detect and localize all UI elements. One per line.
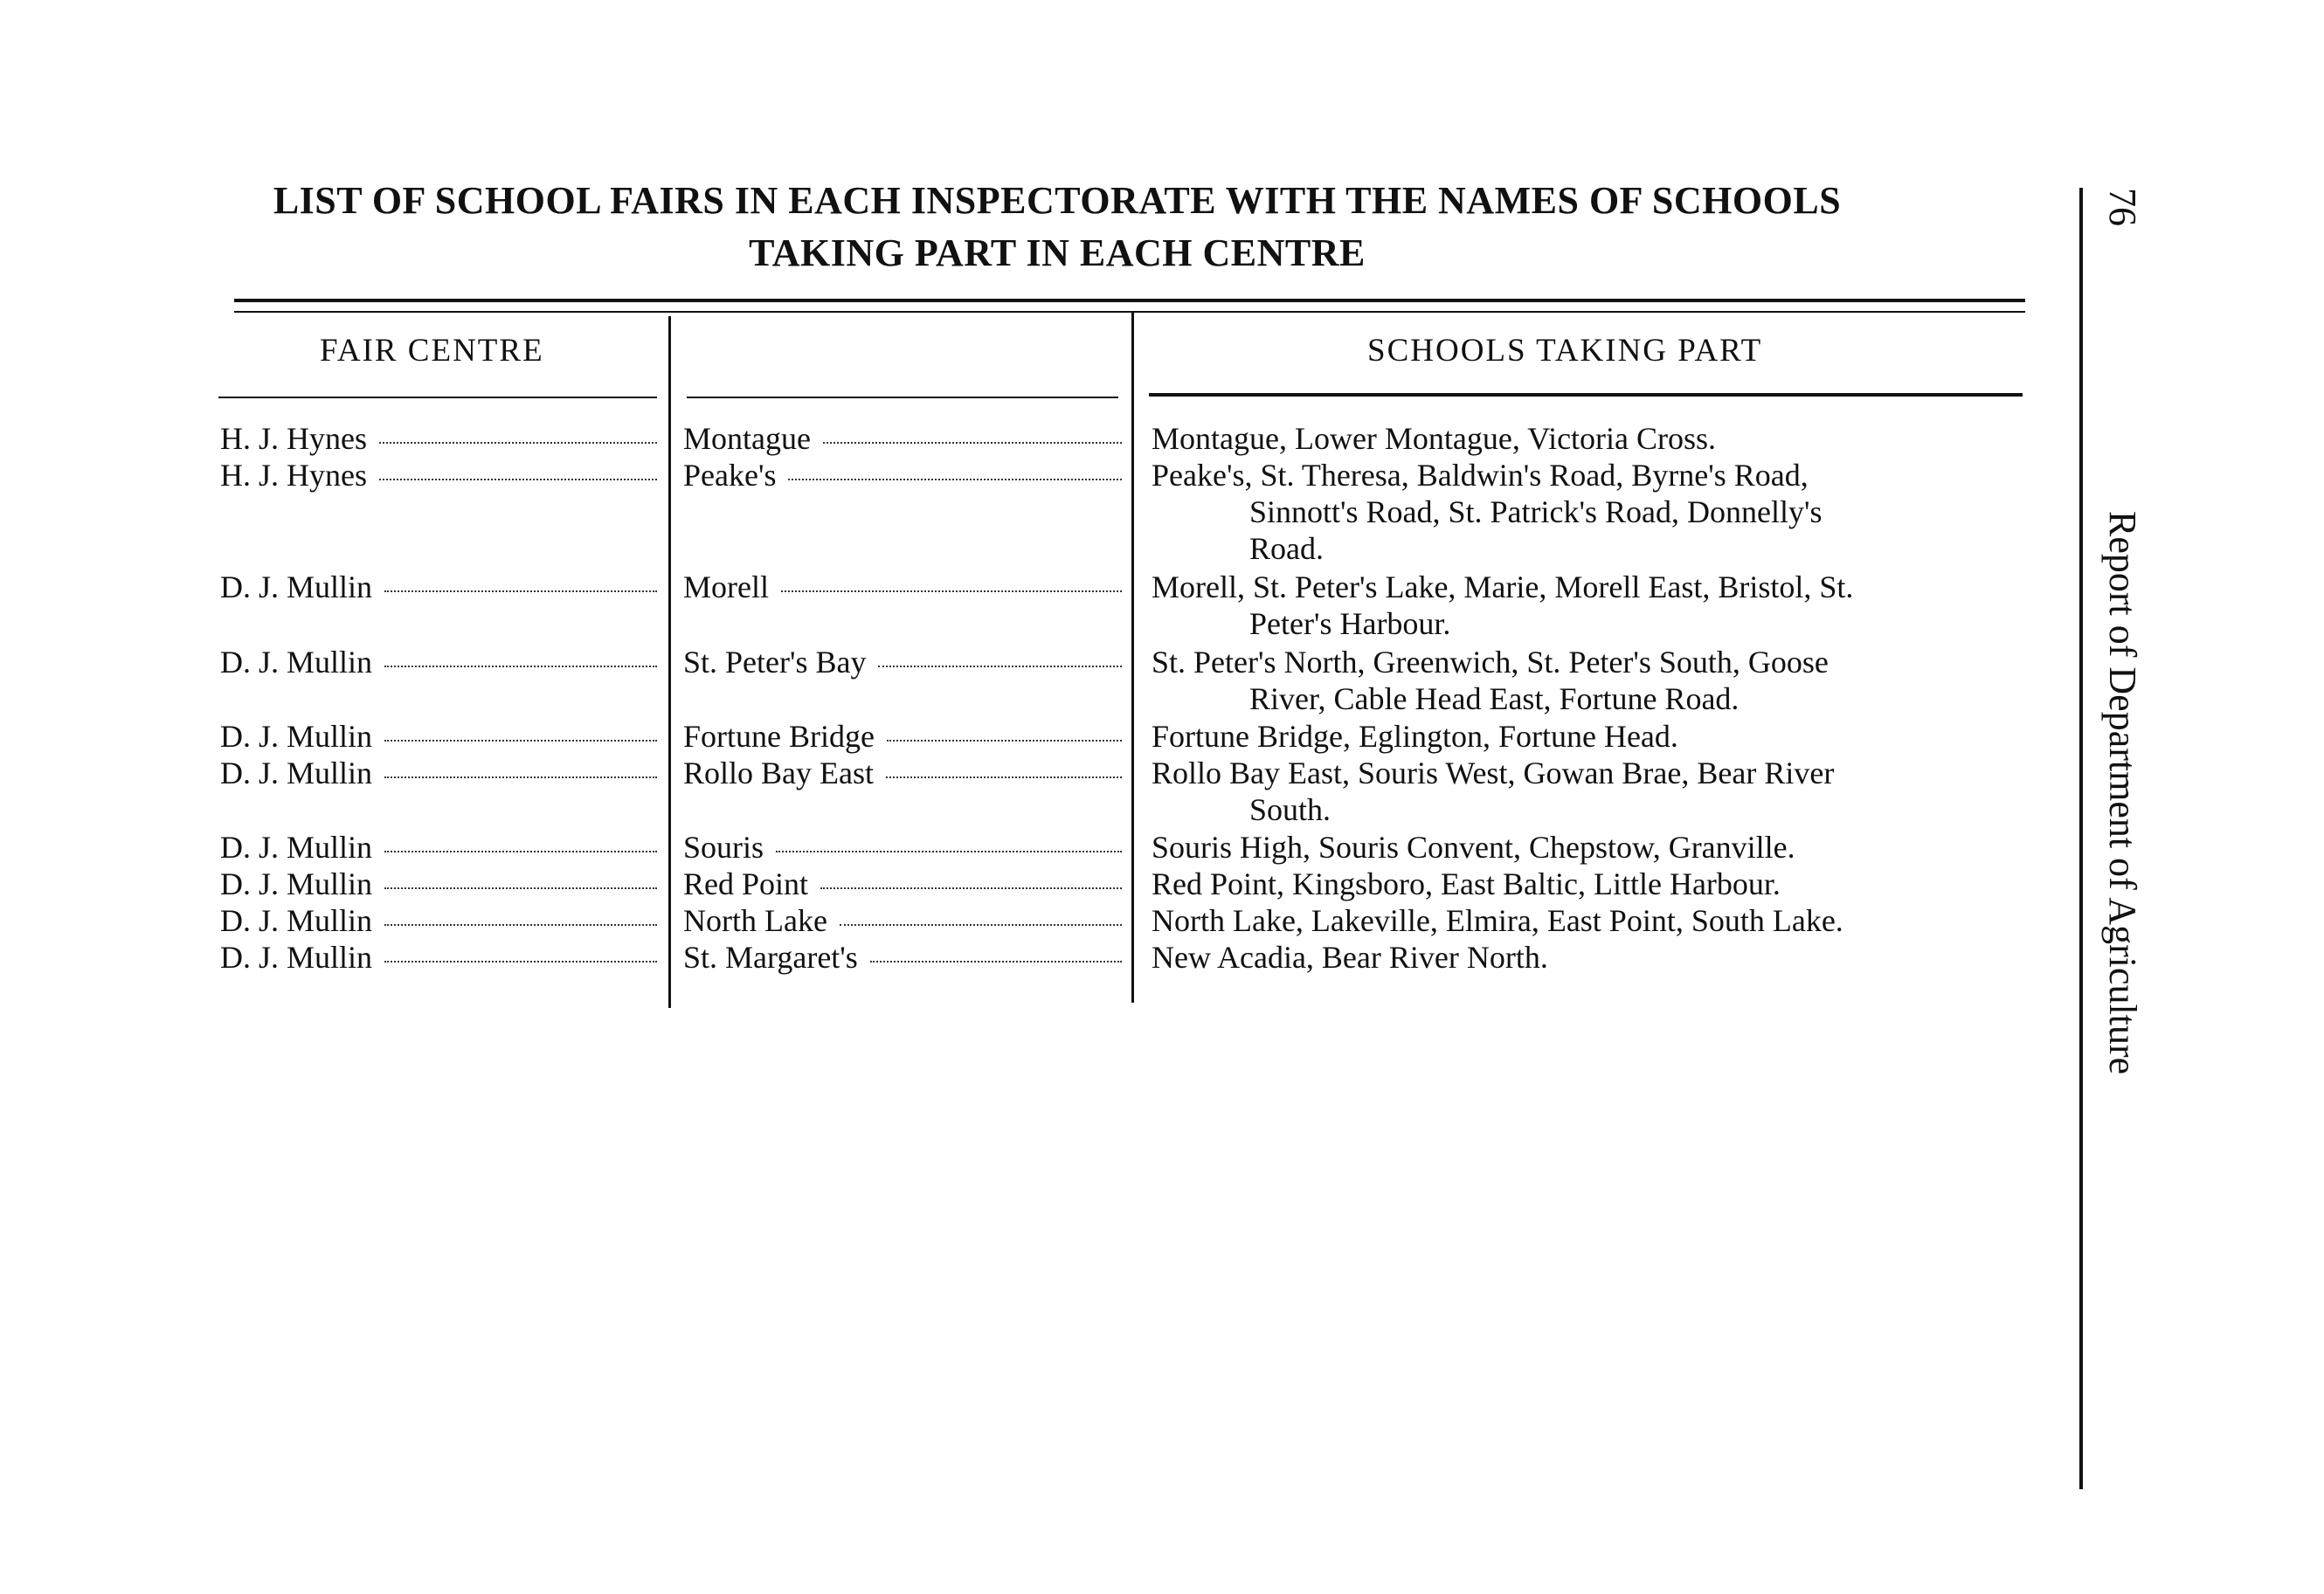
fair-centre-cell: North Lake: [683, 902, 1122, 939]
inspector-cell: H. J. Hynes: [220, 457, 657, 493]
fair-centre-cell: Morell: [683, 569, 1122, 605]
table-row: [0, 902, 2324, 939]
inspector-cell: D. J. Mullin: [220, 866, 657, 902]
fair-centre-cell: Montague: [683, 420, 1122, 457]
table-row: [0, 755, 2324, 827]
fair-centre-cell: Souris: [683, 829, 1122, 866]
margin-rule: [2079, 188, 2083, 1489]
schools-cell: Red Point, Kingsboro, East Baltic, Little Harbour.: [1152, 866, 1781, 901]
table-row: [0, 569, 2324, 641]
table-row: [0, 829, 2324, 866]
inspector-cell: D. J. Mullin: [220, 569, 657, 605]
table-row: [0, 420, 2324, 457]
table-row: [0, 457, 2324, 566]
running-head: Report of Department of Agriculture: [2101, 511, 2144, 1075]
fair-centre-cell: Rollo Bay East: [683, 755, 1122, 791]
inspector-cell: D. J. Mullin: [220, 644, 657, 680]
inspector-cell: D. J. Mullin: [220, 939, 657, 976]
schools-cell: Rollo Bay East, Souris West, Gowan Brae, Bear River South.: [1152, 756, 1835, 827]
schools-cell: North Lake, Lakeville, Elmira, East Point, South Lake.: [1152, 903, 1843, 938]
header-fair-centre: FAIR CENTRE: [320, 333, 544, 369]
table-row: [0, 718, 2324, 755]
inspector-cell: D. J. Mullin: [220, 829, 657, 866]
schools-cell: Peake's, St. Theresa, Baldwin's Road, Byrne's Road, Sinnott's Road, St. Patrick's Road, Donnelly's Road.: [1152, 458, 1823, 566]
schools-cell: Morell, St. Peter's Lake, Marie, Morell East, Bristol, St. Peter's Harbour.: [1152, 569, 1854, 641]
header-double-rule: [234, 299, 2025, 313]
fair-centre-cell: Red Point: [683, 866, 1122, 902]
inspector-cell: D. J. Mullin: [220, 755, 657, 791]
schools-cell: St. Peter's North, Greenwich, St. Peter's South, Goose River, Cable Head East, Fortune Road.: [1152, 645, 1829, 716]
schools-cell: Fortune Bridge, Eglington, Fortune Head.: [1152, 719, 1678, 754]
inspector-cell: D. J. Mullin: [220, 718, 657, 755]
inspector-cell: D. J. Mullin: [220, 902, 657, 939]
page-title: [262, 175, 1852, 279]
schools-cell: Montague, Lower Montague, Victoria Cross.: [1152, 421, 1717, 456]
fair-centre-cell: Fortune Bridge: [683, 718, 1122, 755]
fair-centre-cell: St. Margaret's: [683, 939, 1122, 976]
fair-centre-cell: St. Peter's Bay: [683, 644, 1122, 680]
inspector-cell: H. J. Hynes: [220, 420, 657, 457]
column-rule-schools: [1149, 393, 2023, 397]
table-row: [0, 866, 2324, 902]
schools-cell: New Acadia, Bear River North.: [1152, 940, 1548, 975]
page-number: 76: [2101, 188, 2144, 226]
fair-centre-cell: Peake's: [683, 457, 1122, 493]
table-row: [0, 644, 2324, 716]
column-rule-fair: [687, 397, 1118, 398]
title-line-1: LIST OF SCHOOL FAIRS IN EACH INSPECTORATE WITH THE NAMES OF SCHOOLS: [273, 179, 1842, 222]
schools-cell: Souris High, Souris Convent, Chepstow, Granville.: [1152, 830, 1795, 865]
header-schools-taking-part: SCHOOLS TAKING PART: [1367, 333, 1763, 369]
title-line-2: TAKING PART IN EACH CENTRE: [749, 231, 1366, 274]
column-rule-inspector: [218, 397, 657, 398]
table-row: [0, 939, 2324, 976]
